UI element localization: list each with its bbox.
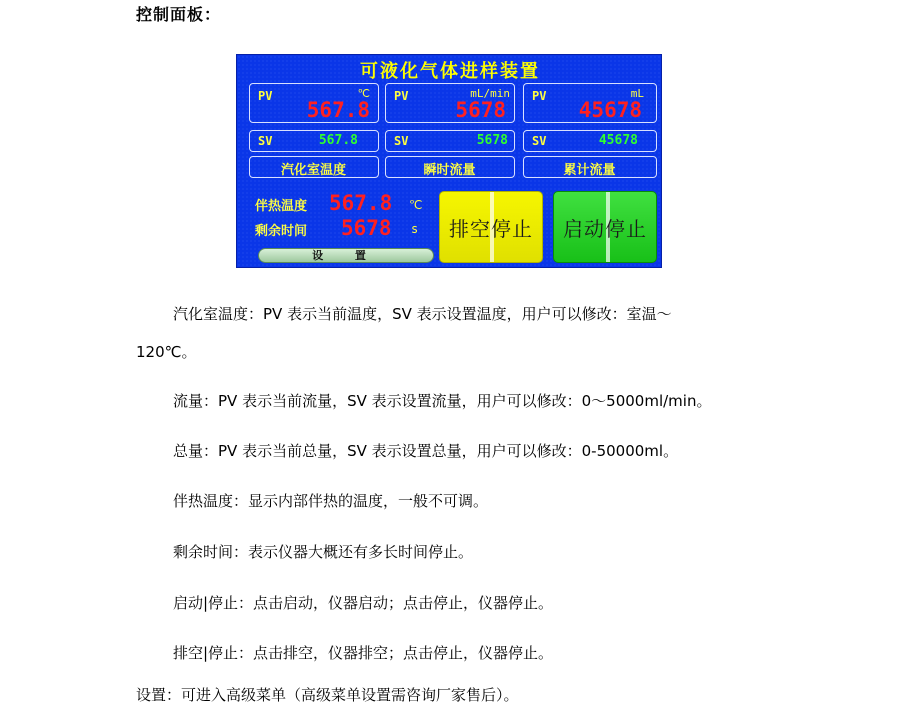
section-heading: 控制面板： [136, 5, 222, 24]
flow-caption-box [385, 156, 515, 178]
desc-remain: 剩余时间：表示仪器大概还有多长时间停止。 [173, 543, 474, 561]
desc-vent-stop: 排空|停止：点击排空，仪器排空；点击停止，仪器停止。 [173, 644, 554, 662]
total-sv-label: SV [532, 134, 547, 148]
temp-pv-label: PV [258, 89, 273, 103]
total-pv-box [523, 83, 657, 123]
temp-sv-value: 567.8 [318, 133, 358, 148]
temp-caption-box [249, 156, 379, 178]
flow-unit: mL/min [470, 87, 510, 100]
desc-temp-cont: 120℃。 [136, 343, 197, 361]
total-pv-value: 45678 [578, 98, 642, 122]
temp-sv-label: SV [258, 134, 273, 148]
desc-flow: 流量：PV 表示当前流量，SV 表示设置流量，用户可以修改：0～5000ml/min。 [173, 392, 712, 410]
flow-pv-label: PV [394, 89, 409, 103]
desc-heat: 伴热温度：显示内部伴热的温度，一般不可调。 [173, 492, 489, 510]
settings-button[interactable]: 设 置 [258, 248, 434, 263]
desc-settings: 设置：可进入高级菜单（高级菜单设置需咨询厂家售后）。 [136, 686, 519, 704]
desc-total: 总量：PV 表示当前总量，SV 表示设置总量，用户可以修改：0-50000ml。 [173, 442, 679, 460]
total-sv-value: 45678 [598, 133, 638, 148]
start-stop-button[interactable] [553, 191, 657, 263]
vent-stop-label: 排空停止 [449, 216, 533, 241]
panel-title: 可液化气体进样装置 [360, 61, 540, 82]
flow-sv-box[interactable] [385, 130, 515, 152]
flow-sv-label: SV [394, 134, 409, 148]
heat-label: 伴热温度 [255, 199, 308, 214]
start-stop-label: 启动停止 [563, 216, 647, 241]
flow-sv-value: 5678 [476, 133, 508, 148]
temp-unit: ℃ [357, 87, 370, 100]
total-sv-box[interactable] [523, 130, 657, 152]
desc-start-stop: 启动|停止：点击启动，仪器启动；点击停止，仪器停止。 [173, 594, 554, 612]
remain-label: 剩余时间 [255, 224, 308, 239]
remain-unit: s [411, 222, 419, 236]
heat-unit: ℃ [409, 198, 423, 212]
flow-caption: 瞬时流量 [423, 163, 476, 178]
vent-stop-button[interactable] [439, 191, 543, 263]
remain-value: 5678 [341, 216, 392, 240]
flow-pv-value: 5678 [455, 98, 506, 122]
total-caption-box [523, 156, 657, 178]
temp-sv-box[interactable] [249, 130, 379, 152]
temp-caption: 汽化室温度 [280, 163, 346, 178]
temp-pv-value: 567.8 [306, 98, 370, 122]
temp-pv-box [249, 83, 379, 123]
heat-value: 567.8 [329, 191, 393, 215]
desc-temp: 汽化室温度：PV 表示当前温度，SV 表示设置温度，用户可以修改：室温～ [173, 305, 672, 323]
total-pv-label: PV [532, 89, 547, 103]
total-unit: mL [630, 87, 644, 100]
total-caption: 累计流量 [563, 163, 616, 178]
control-panel-image [236, 54, 662, 268]
flow-pv-box [385, 83, 515, 123]
